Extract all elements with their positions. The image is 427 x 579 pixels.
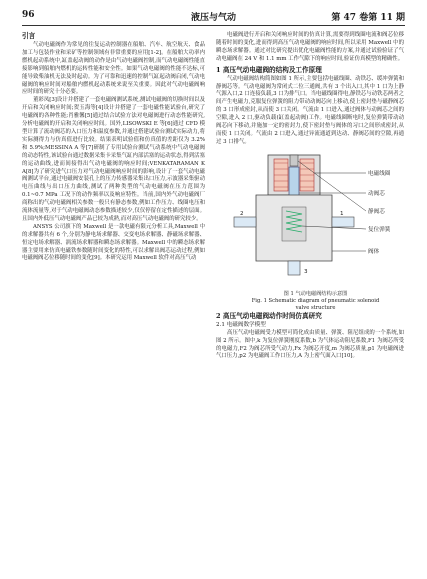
body-paragraph: ANSYS 公司旗下的 Maxwell 是一款电磁有限元分析工具,Maxwell 中的求解器共有 6 个,分别为静电场求解器、交变电场求解器、静磁场求解器、恒定电场求解器、涡流场求解器和瞬态场求解器。Maxwell 中的瞬态场求解器主要用来仿真电磁铁参数随时间变化的特性,可以求解出阀芯运动过程,例如电磁阀阀芯位移随时间的变化[9]。本研究运用 Maxwell 软件对高压气动 (22, 223, 205, 262)
body-paragraph: 气动电磁阀结构简图如图 1 所示,主要包括电磁线圈、动铁芯、缓冲弹簧和静阀芯等。气动电磁阀为常闭式二位三通阀,共有 3 个出入口,其中 1 口为上静气源入口,2 口连接负载,3 口为排气口。当电磁线圈得电,静铁芯与动铁芯两者之间产生电磁力,克服复位弹簧的阻力带动动阀芯向上移动,使上密封垫与磁静阀芯的 3 口形成密封,从而使 3 口关闭。气流由 1 口进入,通过阀体与动阀芯之间的空隙,进入 2 口,驱动负载(缸盖起动阀)工作。电磁线圈断电时,复位弹簧带动动阀芯向下移动,并施加一定的密封力,使下密封垫与阀体的习口之间形成密封,从而使 1 口关闭。气流由 2 口进入,通过异流通道到达动、静阀芯间的空隙,再通过 3 口排气。 (216, 75, 404, 145)
section-heading-2: 2 高压气动电磁阀动作时间仿真研究 (216, 311, 322, 320)
header-rule (22, 25, 405, 26)
figure-1 (216, 151, 404, 289)
left-column (22, 32, 205, 263)
body-paragraph: 电磁阀进行开启和关闭响应时间的仿真计算,需要得到线圈电流和阀芯位移随着时间的变化,进而得到高压气动电磁阀的响应时间,所以采用 Maxwell 中的瞬态场求解器。通过对比研究提出优化电磁阀性能的方案,并通过试验验证了气动电磁阀在 24 V 和 1.1 mm 工作气隙下的响应时间,验证仿真模型的精确性。 (216, 32, 404, 62)
section-heading-intro: 引言 (22, 32, 36, 40)
label-spring: 复位弹簧 (368, 226, 391, 233)
figure-caption-cn: 图 1 气动电磁阀结构示意图 (283, 290, 348, 297)
page-number: 96 (22, 10, 35, 20)
figure-caption-en-2: valve structure (295, 304, 336, 311)
solenoid-valve-diagram (216, 151, 404, 289)
port-label-3: 3 (304, 268, 308, 275)
port-1 (332, 217, 354, 227)
port-label-1: 1 (340, 210, 344, 217)
page-header (22, 10, 405, 24)
label-valve-body: 阀体 (368, 248, 380, 255)
label-static-core: 静阀芯 (368, 208, 385, 215)
port-3 (288, 261, 300, 275)
label-moving-core: 动阀芯 (368, 190, 385, 197)
body-paragraph: 董彩凤[3]设计并搭建了一套电磁阀测试系统,测试电磁阀的切换时间以及开启和关闭响应时间;贺玉海等[4]设计并搭建了一套电磁性能试验台,研究了电磁阀的各种性能;肖雅馨[5]通过结合试验方法对电磁阀进行动态性能研究,分析电磁阀的开启和关闭响应时间。国外,LISOWSKI E 等[6]通过 CFD 模型计算了流动阀芯的入口压力和温度参数,并通过搭建试验台测试实际动力,将实际测得力与仿真值进行比较。结果表明试验值和仿真值的差距仅为 3.2% 和 5.9%;MESSINA A 等[7]研制了专用试验台测试气动系统中气动电磁阀的动态特性,该试验台通过数据采集卡采集气缸内部活塞的运动状态,得到活塞的运动曲线,进而间接得出气动电磁阀的响应时间;VENKATARAMAN K A[8]为了研究进气口压力对气动电磁阀响应时间的影响,设计了一套气动电磁阀测试平台,通过电磁阀安装孔上的压力传感器采集出口压力,示波器采集驱动电压曲线与出口压力曲线,测试了两种类型的气动电磁阀在压力范围为 0.1~0.7 MPa 工况下的动作频率以及响应特性。当前,国内外气动电磁阀厂商称出的气动电磁阀相关参数一般只有静态参数,例如工作压力、线圈电压和流体流量等,对于气动电磁阀动态参数描述较少,仅仅停留在定性描述的层面。且国内外低压气动电磁阀产品已较为成熟,而对高压气动电磁阀的研究较少。 (22, 97, 205, 222)
section-heading-1: 1 高压气动电磁阀的结构及工作原理 (216, 65, 322, 74)
figure-caption-en-1: Fig. 1 Schematic diagram of pneumatic solenoid (251, 297, 380, 304)
body-paragraph: 气动电磁阀作为常见的往复运动控制器在船舶、汽车、航空航天、食品加工与包装作业和采矿等控制领域有非常重要的应用[1-2]。在船舶大功率内燃机起动系统中,缸盖起动阀的动作是由气动电磁阀控制,而气动电磁阀性能直接影响到船舶内燃机的运转性能和安全性。如果气动电磁阀的性能不达标,可能导致柴油机无法及时起动。为了可靠和迅速的控制气缸起动阀启闭,气动电磁阀的响应时间对船舶内燃机起动系统来说至关重要。因此对气动电磁阀响应时间的研究十分必要。 (22, 42, 205, 96)
subsection-heading-2-1: 2.1 电磁阀数学模型 (216, 321, 266, 328)
label-coil: 电磁线圈 (368, 170, 391, 177)
static-core (290, 155, 298, 166)
port-2 (234, 217, 256, 227)
volume-issue: 第 47 卷第 11 期 (331, 13, 405, 23)
body-paragraph: 高压气动电磁阀受力模型可简化成由质量、弹簧、阻尼组成的一个系统,如图 2 所示。图中,k 为复位弹簧刚度系数,b 为气体运动阻尼系数,F1 为阀芯所受的电磁力,F2 为阀芯所受气动力,Fx 为阀芯开度,m 为阀芯质量,p1 为电磁阀进气口压力,p2 为电磁阀工作口压力,A 为上密气面入口[10]。 (216, 329, 404, 360)
right-column (216, 32, 404, 361)
port-label-2: 2 (240, 210, 244, 217)
journal-name: 液压与气动 (190, 13, 236, 23)
